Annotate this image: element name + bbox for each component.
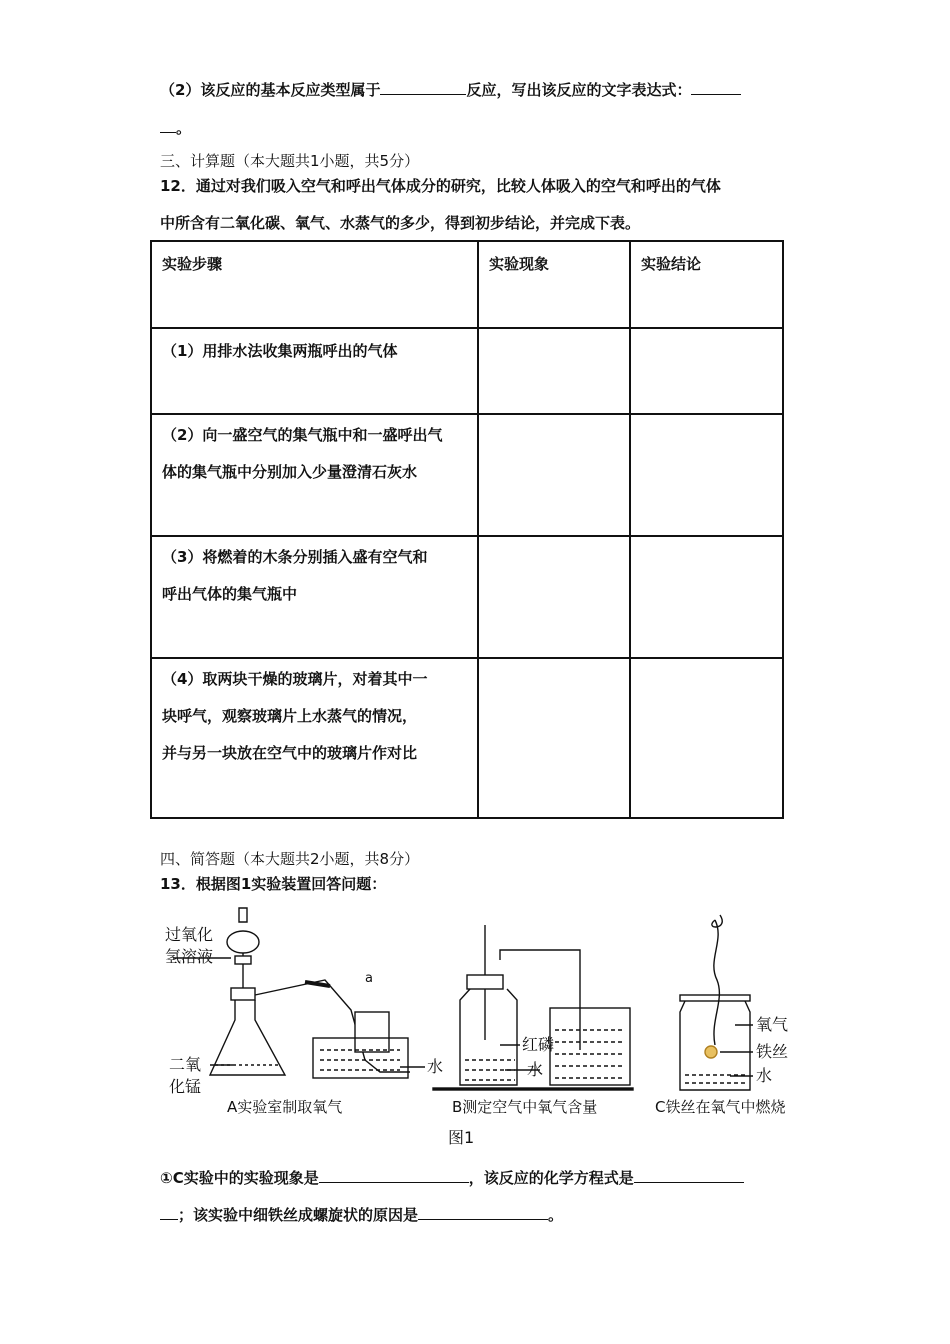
experiment-table xyxy=(150,240,784,819)
label-water-a: 水 xyxy=(427,1057,444,1076)
apparatus-c xyxy=(680,915,753,1090)
label-mno2-line2: 化锰 xyxy=(169,1077,202,1096)
q11-part2-line xyxy=(160,78,741,100)
q11-part2-text-a: （2）该反应的基本反应类型属于 xyxy=(160,81,381,99)
table-header-row xyxy=(151,241,783,328)
step-cell: （3）将燃着的木条分别插入盛有空气和 呼出气体的集气瓶中 xyxy=(151,536,478,658)
conclusion-answer-cell[interactable] xyxy=(630,536,783,658)
section3-heading: 三、计算题（本大题共1小题，共5分） xyxy=(160,152,420,170)
q13-part1-line2 xyxy=(160,1203,563,1225)
header-phenomena: 实验现象 xyxy=(478,241,630,328)
table-row xyxy=(151,328,783,414)
phenomenon-answer-cell[interactable] xyxy=(478,414,630,536)
step-cell: （4）取两块干燥的玻璃片，对着其中一 块呼气，观察玻璃片上水蒸气的情况， 并与另一块放在空气中的玻璃片作对比 xyxy=(151,658,478,818)
table-row xyxy=(151,658,783,818)
label-water-c: 水 xyxy=(756,1066,773,1085)
step-cell: （1）用排水法收集两瓶呼出的气体 xyxy=(151,328,478,414)
conclusion-answer-cell[interactable] xyxy=(630,328,783,414)
word-equation-blank-cont[interactable] xyxy=(160,116,176,133)
caption-b: B测定空气中氧气含量 xyxy=(452,1098,598,1116)
q12-line1: 12．通过对我们吸入空气和呼出气体成分的研究，比较人体吸入的空气和呼出的气体 xyxy=(160,177,721,195)
phenomenon-answer-cell[interactable] xyxy=(478,328,630,414)
caption-a: A实验室制取氧气 xyxy=(227,1098,343,1116)
section4-heading: 四、简答题（本大题共2小题，共8分） xyxy=(160,850,420,868)
table-row xyxy=(151,536,783,658)
table-row xyxy=(151,414,783,536)
equation-blank-cont[interactable] xyxy=(160,1203,178,1220)
label-red-phosphorus: 红磷 xyxy=(522,1035,555,1054)
label-water-b: 水 xyxy=(527,1060,544,1079)
header-steps: 实验步骤 xyxy=(151,241,478,328)
q13-part1-text-d: 。 xyxy=(548,1206,564,1224)
label-h2o2-line1: 过氧化 xyxy=(165,925,214,944)
q11-part2-end: 。 xyxy=(176,119,192,137)
q13-part1-text-c: ；该实验中细铁丝成螺旋状的原因是 xyxy=(178,1206,419,1224)
equation-blank[interactable] xyxy=(634,1166,744,1183)
label-h2o2-line2: 氢溶液 xyxy=(165,947,214,966)
figure-title: 图1 xyxy=(448,1128,475,1147)
conclusion-answer-cell[interactable] xyxy=(630,414,783,536)
caption-c: C铁丝在氧气中燃烧 xyxy=(655,1098,786,1116)
q13-text: 13．根据图1实验装置回答问题： xyxy=(160,875,387,893)
q11-part2-line2 xyxy=(160,116,191,138)
header-conclusion: 实验结论 xyxy=(630,241,783,328)
phenomenon-answer-cell[interactable] xyxy=(478,536,630,658)
phenomenon-blank[interactable] xyxy=(319,1166,469,1183)
word-equation-blank[interactable] xyxy=(691,78,741,95)
q13-part1-text-b: ，该反应的化学方程式是 xyxy=(468,1169,634,1187)
figure-1-apparatus xyxy=(155,900,825,1160)
label-oxygen: 氧气 xyxy=(756,1015,789,1034)
label-a: a xyxy=(365,971,373,986)
q11-part2-text-b: 反应，写出该反应的文字表达式： xyxy=(466,81,692,99)
conclusion-answer-cell[interactable] xyxy=(630,658,783,818)
label-mno2-line1: 二氧 xyxy=(169,1055,202,1074)
q12-line2: 中所含有二氧化碳、氧气、水蒸气的多少，得到初步结论，并完成下表。 xyxy=(160,214,641,232)
step-cell: （2）向一盛空气的集气瓶中和一盛呼出气 体的集气瓶中分别加入少量澄清石灰水 xyxy=(151,414,478,536)
label-iron-wire: 铁丝 xyxy=(756,1042,789,1061)
spiral-reason-blank[interactable] xyxy=(418,1203,548,1220)
phenomenon-answer-cell[interactable] xyxy=(478,658,630,818)
q13-part1-text-a: ①C实验中的实验现象是 xyxy=(160,1169,319,1187)
q13-part1-line1 xyxy=(160,1166,744,1188)
reaction-type-blank[interactable] xyxy=(380,78,466,95)
